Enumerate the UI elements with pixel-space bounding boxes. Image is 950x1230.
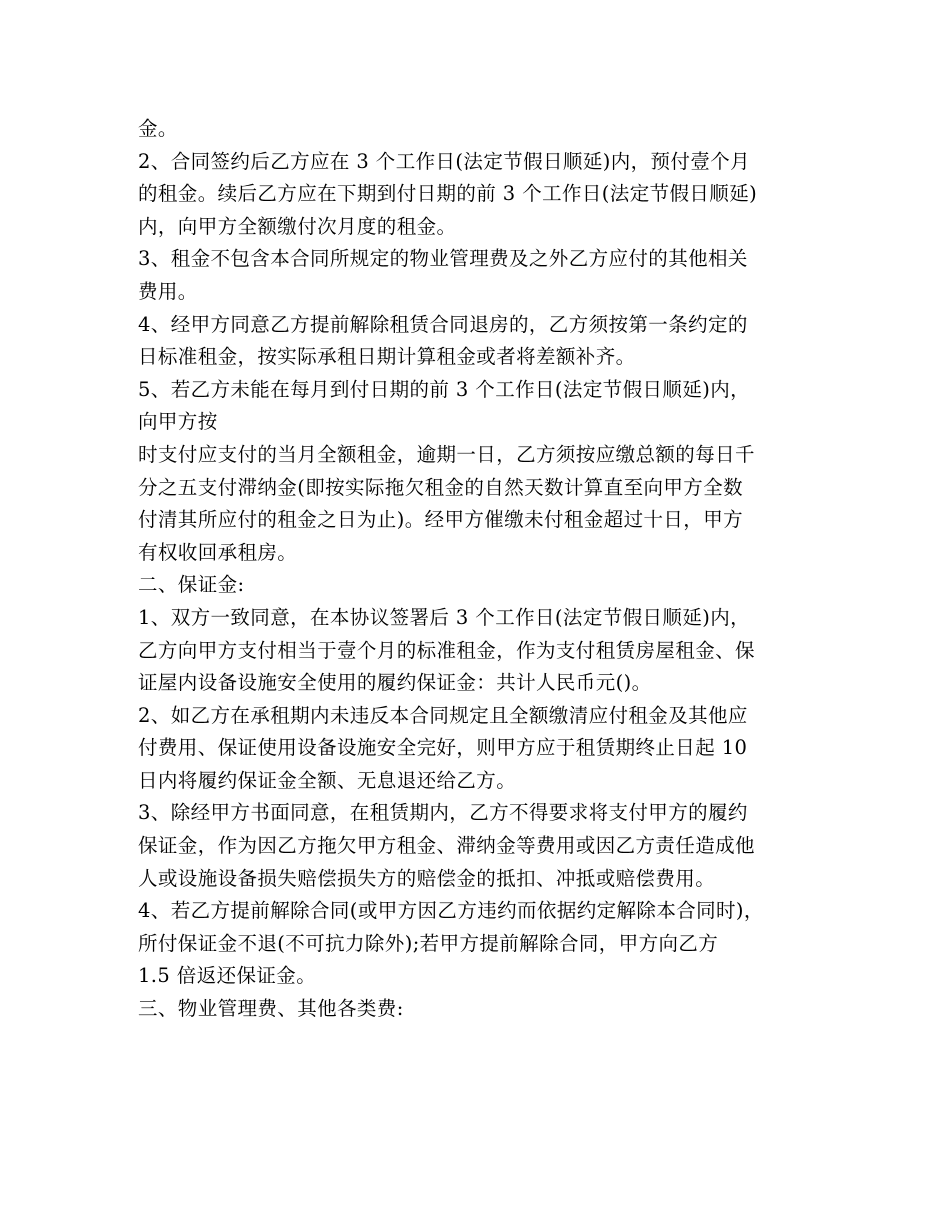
text-line: 4、经甲方同意乙方提前解除租赁合同退房的，乙方须按第一条约定的 xyxy=(138,312,748,336)
text-line: 3、除经甲方书面同意，在租赁期内，乙方不得要求将支付甲方的履约 xyxy=(138,801,748,825)
text-line: 分之五支付滞纳金(即按实际拖欠租金的自然天数计算直至向甲方全数 xyxy=(138,475,744,499)
text-line: 4、若乙方提前解除合同(或甲方因乙方违约而依据约定解除本合同时)， xyxy=(138,899,764,923)
text-line: 向甲方按 xyxy=(138,410,218,434)
text-line: 有权收回承租房。 xyxy=(138,540,298,564)
section-heading: 三、物业管理费、其他各类费: xyxy=(138,997,404,1021)
text-line: 2、如乙方在承租期内未违反本合同规定且全额缴清应付租金及其他应 xyxy=(138,703,748,727)
text-line: 人或设施设备损失赔偿损失方的赔偿金的抵扣、冲抵或赔偿费用。 xyxy=(138,866,716,890)
text-line: 1、双方一致同意，在本协议签署后 3 个工作日(法定节假日顺延)内， xyxy=(138,605,751,629)
text-line: 内，向甲方全额缴付次月度的租金。 xyxy=(138,214,457,238)
text-line: 付清其所应付的租金之日为止)。经甲方催缴未付租金超过十日，甲方 xyxy=(138,508,744,532)
text-line: 时支付应支付的当月全额租金，逾期一日，乙方须按应缴总额的每日千 xyxy=(138,442,755,466)
text-line: 费用。 xyxy=(138,279,198,303)
text-line: 3、租金不包含本合同所规定的物业管理费及之外乙方应付的其他相关 xyxy=(138,247,748,271)
text-line: 所付保证金不退(不可抗力除外);若甲方提前解除合同，甲方向乙方 xyxy=(138,931,719,955)
text-line: 金。 xyxy=(138,117,178,140)
document-body xyxy=(138,113,828,1026)
section-heading: 二、保证金: xyxy=(138,573,245,597)
text-line: 1.5 倍返还保证金。 xyxy=(138,964,317,988)
text-line: 付费用、保证使用设备设施安全完好，则甲方应于租赁期终止日起 10 xyxy=(138,736,748,760)
text-line: 2、合同签约后乙方应在 3 个工作日(法定节假日顺延)内，预付壹个月 xyxy=(138,149,751,173)
text-line: 的租金。续后乙方应在下期到付日期的前 3 个工作日(法定节假日顺延) xyxy=(138,182,758,206)
text-line: 乙方向甲方支付相当于壹个月的标准租金，作为支付租赁房屋租金、保 xyxy=(138,638,755,662)
text-line: 证屋内设备设施安全使用的履约保证金：共计人民币元()。 xyxy=(138,671,652,695)
text-line: 保证金，作为因乙方拖欠甲方租金、滞纳金等费用或因乙方责任造成他 xyxy=(138,834,755,858)
text-line: 5、若乙方未能在每月到付日期的前 3 个工作日(法定节假日顺延)内， xyxy=(138,377,751,401)
text-line: 日标准租金，按实际承租日期计算租金或者将差额补齐。 xyxy=(138,345,636,369)
text-line: 日内将履约保证金全额、无息退还给乙方。 xyxy=(138,768,517,792)
